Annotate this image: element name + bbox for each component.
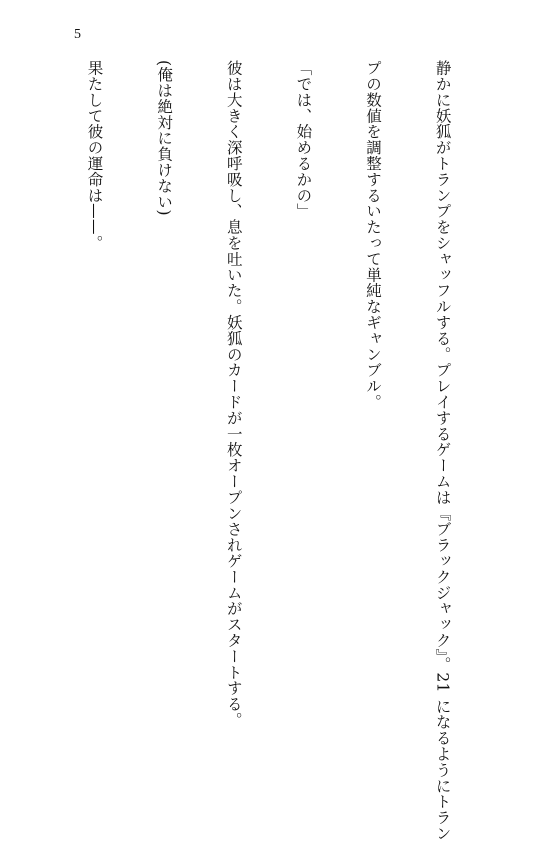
text-line: 彼は大きく深呼吸し、息を吐いた。妖狐のカードが一枚オープンされゲームがスタートする。	[224, 60, 243, 728]
blank-line	[13, 60, 36, 760]
text-line: 果たして彼の運命は——。	[85, 60, 104, 251]
dialogue-line: 「では、始めるかの」	[294, 60, 313, 219]
text-line: プの数値を調整するいたって単純なギャンブル。	[363, 60, 382, 410]
text-line: 静かに妖狐がトランプをシャッフルする。プレイするゲームは『ブラックジャック』。21 になるようにトラン	[433, 60, 452, 841]
page-number: 5	[74, 27, 81, 42]
body-text	[60, 60, 500, 841]
thought-line: (俺は絶対に負けない)	[155, 60, 174, 216]
